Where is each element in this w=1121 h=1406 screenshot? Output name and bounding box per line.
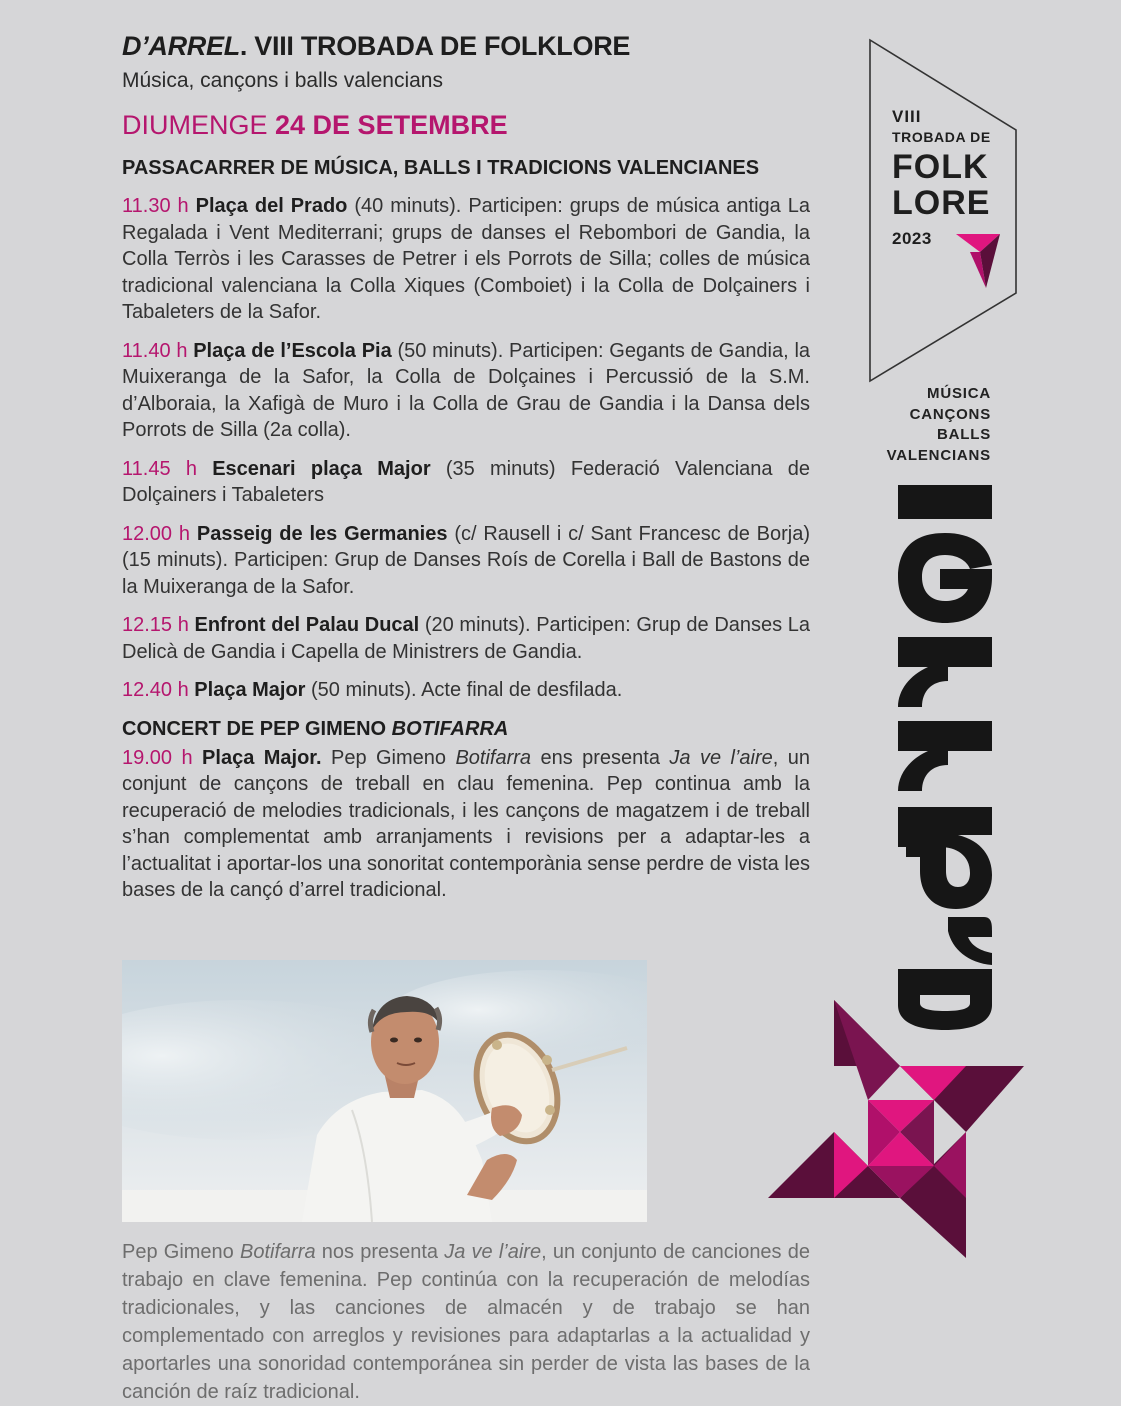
performer-photo — [122, 960, 647, 1222]
program-column — [122, 30, 810, 904]
badge-lore: LORE — [892, 183, 991, 222]
darrel-logo — [898, 485, 992, 1030]
schedule-entry: 12.00 h Passeig de les Germanies (c/ Rausell i c/ Sant Francesc de Borja) (15 minuts). Participen: Grup de Danses Roís de Corella i Ball de Bastons de la Muixeranga de la Safor. — [122, 522, 811, 598]
event-date: DIUMENGE 24 DE SETEMBRE — [122, 109, 508, 140]
performer-photo-illustration — [122, 960, 647, 1222]
small-star-icon — [956, 232, 1000, 288]
section-heading-concert: CONCERT DE PEP GIMENO BOTIFARRA — [122, 717, 509, 740]
badge-text — [892, 108, 1002, 249]
schedule-entry: 11.40 h Plaça de l’Escola Pia (50 minuts). Participen: Gegants de Gandia, la Muixeranga de la Safor, la Colla de Dolçaines i Percussió de la S.M. d’Alboraia, la Xafigà de Muro i la Colla de Grau de Gandia i la Dansa dels Porrots de Silla (2a colla). — [122, 339, 811, 442]
star-logo — [768, 1000, 1033, 1262]
badge-edition: VIII — [892, 107, 922, 126]
event-subtitle: Música, cançons i balls valencians — [122, 68, 443, 92]
section-heading-passacarrer: PASSACARRER DE MÚSICA, BALLS I TRADICIONS VALENCIANES — [122, 157, 760, 180]
concert-description: 19.00 h Plaça Major. Pep Gimeno Botifarra ens presenta Ja ve l’aire, un conjunt de cançons de treball en clau femenina. Pep continua amb la recuperació de melodies tradicionals, i les cançons de magatzem i de treball s’han complementat amb arranjaments i revisions per a adaptar-les a l’actualitat i aportar-los una sonoritat contemporània sense perdre de vista les bases de la cançó d’arrel tradicional. — [122, 746, 810, 902]
badge-year: 2023 — [892, 228, 932, 248]
tagline: MÚSICA CANÇONS BALLS VALENCIANS — [886, 385, 991, 464]
schedule-entry: 12.15 h Enfront del Palau Ducal (20 minuts). Participen: Grup de Danses La Delicà de Gandia i Capella de Ministrers de Gandia. — [122, 614, 811, 663]
event-title: D’ARREL. VIII TROBADA DE FOLKLORE — [122, 31, 631, 61]
schedule-list — [122, 193, 810, 704]
badge-trobada: TROBADA DE — [892, 128, 991, 145]
spanish-description: Pep Gimeno Botifarra nos presenta Ja ve l’aire, un conjunto de canciones de trabajo en clave femenina. Pep continúa con la recuperación de melodías tradicionales, y las canciones de almacén y de trabajo se han complementado con arreglos y revisiones para adaptarlas a la actualidad y aportarles una sonoridad contemporánea sin perder de vista las bases de la canción de raíz tradicional. — [122, 1241, 810, 1403]
badge-folk: FOLK — [892, 147, 989, 186]
schedule-entry: 11.45 h Escenari plaça Major (35 minuts) Federació Valenciana de Dolçainers i Tabaleters — [122, 457, 811, 507]
schedule-entry: 12.40 h Plaça Major (50 minuts). Acte final de desfilada. — [122, 679, 623, 702]
schedule-entry: 11.30 h Plaça del Prado (40 minuts). Participen: grups de música antiga La Regalada i Vent Mediterrani; grups de danses el Rebombori de Gandia, la Colla Terròs i les Carasses de Petrer i els Porrots de Silla; colles de música tradicional valenciana la Colla Xiques (Comboiet) i la Colla de Dolçainers i Tabaleters de la Safor. — [122, 195, 810, 324]
